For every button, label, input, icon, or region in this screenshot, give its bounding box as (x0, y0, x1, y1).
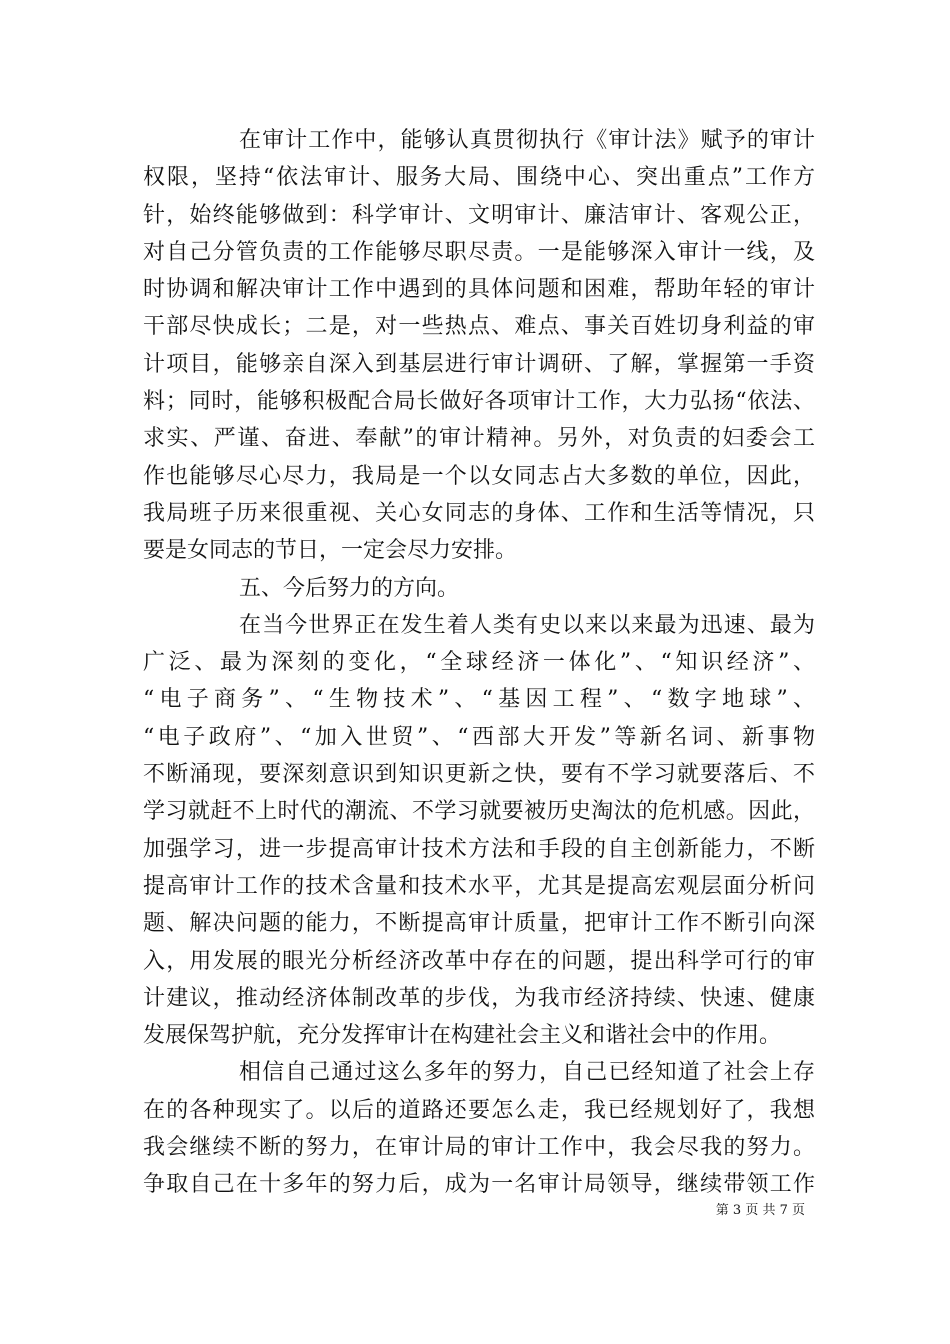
section-heading: 五、今后努力的方向。 (239, 575, 460, 601)
text-line: 我局班子历来很重视、关心女同志的身体、工作和生活等情况，只 (143, 500, 815, 526)
section-heading-future-direction (143, 570, 815, 607)
text-line: 提高审计工作的技术含量和技术水平，尤其是提高宏观层面分析问 (143, 873, 815, 899)
text-line: 不断涌现，要深刻意识到知识更新之快，要有不学习就要落后、不 (143, 762, 815, 788)
text-line: “电子政府”、“加入世贸”、“西部大开发”等新名词、新事物 (143, 724, 815, 750)
text-line: 我会继续不断的努力，在审计局的审计工作中，我会尽我的努力。 (143, 1135, 815, 1161)
text-line: 在的各种现实了。以后的道路还要怎么走，我已经规划好了，我想 (143, 1097, 815, 1123)
text-line: 计建议，推动经济体制改革的步伐，为我市经济持续、快速、健康 (143, 985, 815, 1011)
text-line: 干部尽快成长；二是，对一些热点、难点、事关百姓切身利益的审 (143, 314, 815, 340)
text-line: 时协调和解决审计工作中遇到的具体问题和困难，帮助年轻的审计 (143, 277, 815, 303)
text-line: 在审计工作中，能够认真贯彻执行《审计法》赋予的审计 (239, 128, 815, 153)
text-line: 学习就赶不上时代的潮流、不学习就要被历史淘汰的危机感。因此， (143, 799, 815, 825)
paragraph-learning (143, 607, 815, 1055)
text-line: 题、解决问题的能力，不断提高审计质量，把审计工作不断引向深 (143, 911, 815, 937)
text-line: 入，用发展的眼光分析经济改革中存在的问题，提出科学可行的审 (143, 948, 815, 974)
text-line: 相信自己通过这么多年的努力，自己已经知道了社会上存 (239, 1060, 815, 1086)
document-body (143, 122, 815, 1204)
text-line: 争取自己在十多年的努力后，成为一名审计局领导，继续带领工作 (143, 1172, 815, 1198)
text-line: 广泛、最为深刻的变化，“全球经济一体化”、“知识经济”、 (143, 650, 815, 676)
page-number-footer: 第 3 页 共 7 页 (715, 1203, 805, 1218)
text-line: 作也能够尽心尽力，我局是一个以女同志占大多数的单位，因此， (143, 463, 815, 489)
paragraph-audit-work (143, 122, 815, 570)
text-line: 料；同时，能够积极配合局长做好各项审计工作，大力弘扬“依法、 (143, 389, 815, 415)
text-line: 求实、严谨、奋进、奉献”的审计精神。另外，对负责的妇委会工 (143, 426, 815, 452)
text-line: 权限，坚持“依法审计、服务大局、围绕中心、突出重点”工作方 (143, 165, 815, 191)
text-line: “电子商务”、“生物技术”、“基因工程”、“数字地球”、 (143, 687, 815, 713)
text-line: 计项目，能够亲自深入到基层进行审计调研、了解，掌握第一手资 (143, 351, 815, 377)
text-line: 要是女同志的节日，一定会尽力安排。 (143, 538, 518, 564)
text-line: 加强学习，进一步提高审计技术方法和手段的自主创新能力，不断 (143, 836, 815, 862)
text-line: 在当今世界正在发生着人类有史以来以来最为迅速、最为 (239, 612, 815, 638)
text-line: 对自己分管负责的工作能够尽职尽责。一是能够深入审计一线，及 (143, 239, 815, 265)
text-line: 针，始终能够做到：科学审计、文明审计、廉洁审计、客观公正， (143, 202, 815, 228)
paragraph-personal-goal (143, 1054, 815, 1203)
text-line: 发展保驾护航，充分发挥审计在构建社会主义和谐社会中的作用。 (143, 1023, 782, 1049)
